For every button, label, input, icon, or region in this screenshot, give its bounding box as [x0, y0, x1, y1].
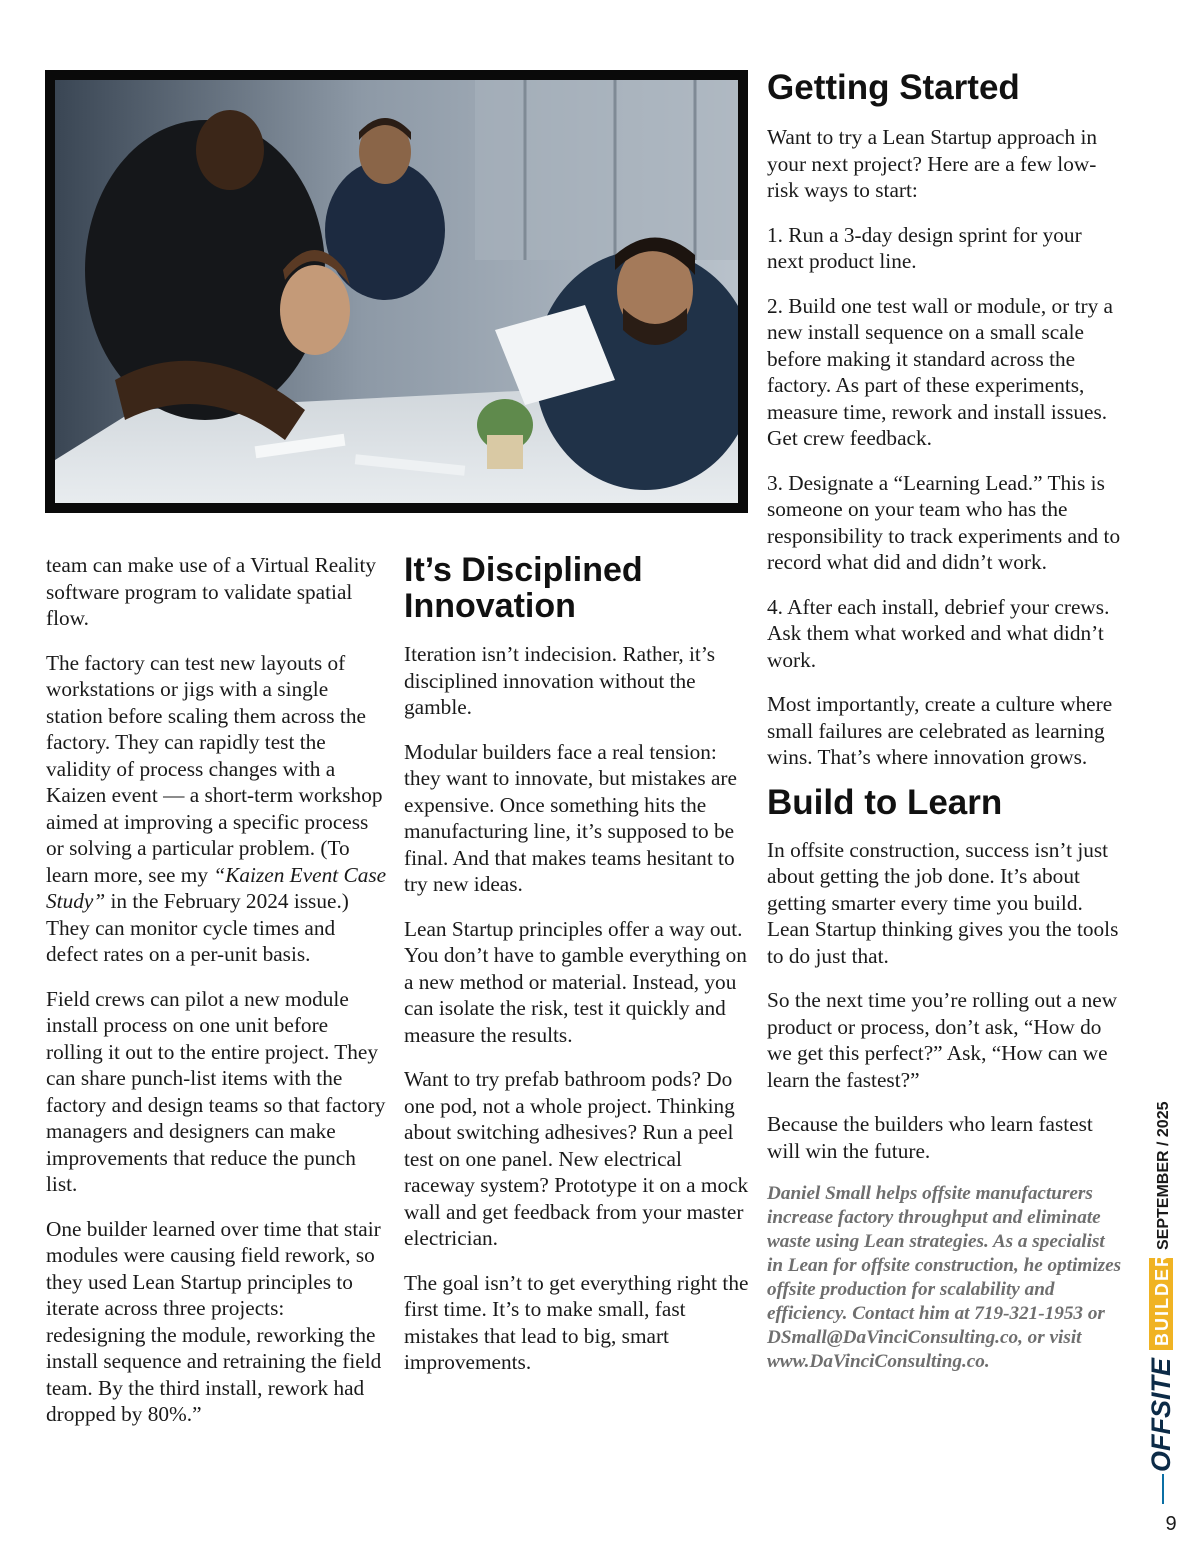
article-photo [45, 70, 748, 513]
list-item: 1. Run a 3-day design sprint for your next product line. [767, 222, 1082, 273]
column-middle [404, 552, 749, 1394]
paragraph: One builder learned over time that stair modules were causing field rework, so they used Lean Startup principles to iterate across three projects: redesigning the module, reworking the install sequence and retraining the field team. By the third install, rework had dropped by 80%.” [46, 1216, 382, 1426]
sidebar-rule [1162, 1474, 1164, 1504]
brand-offsite: OFFSITE [1146, 1358, 1176, 1472]
article-reference: “Kaizen Event Case Study” [46, 862, 387, 913]
column-right [767, 68, 1122, 1392]
brand-builder: BUILDER [1152, 1252, 1172, 1346]
paragraph: Field crews can pilot a new module install process on one unit before rolling it out to the entire project. They can share punch-list items with the factory and design teams so that factory managers and designers can make improvements that reduce the punch list. [46, 986, 386, 1196]
paragraph: In offsite construction, success isn’t just about getting the job done. It’s about getting smarter every time you build. Lean Startup thinking gives you the tools to do just that. [767, 837, 1119, 968]
paragraph: Most importantly, create a culture where small failures are celebrated as learning wins. That’s where innovation grows. [767, 692, 1113, 769]
page-sidebar [1140, 1092, 1190, 1472]
paragraph [46, 650, 388, 968]
section-heading: It’s Disciplined Innovation [404, 551, 643, 625]
paragraph: The goal isn’t to get everything right the first time. It’s to make small, fast mistakes that lead to big, smart improvements. [404, 1270, 749, 1374]
paragraph-text: in the February 2024 issue.) They can monitor cycle times and defect rates on a per-unit basis. [46, 889, 349, 966]
paragraph: So the next time you’re rolling out a new product or process, don’t ask, “How do we get this perfect?” Ask, “How can we learn the fastest?” [767, 988, 1118, 1092]
paragraph: Because the builders who learn fastest will win the future. [767, 1112, 1093, 1163]
paragraph: Want to try a Lean Startup approach in your next project? Here are a few low-risk ways to start: [767, 125, 1098, 202]
paragraph: Iteration isn’t indecision. Rather, it’s disciplined innovation without the gamble. [404, 642, 716, 719]
paragraph: Lean Startup principles offer a way out. You don’t have to gamble everything on a new method or material. Instead, you can isolate the risk, test it quickly and measure the results. [404, 916, 747, 1047]
page-number: 9 [1165, 1513, 1177, 1535]
paragraph-text: The factory can test new layouts of workstations or jigs with a single station before scaling them across the factory. They can rapidly test the validity of process changes with a Kaizen event — a short-term workshop aimed at improving a specific process or solving a particular problem. (To learn more, see my [46, 650, 383, 887]
paragraph: team can make use of a Virtual Reality software program to validate spatial flow. [46, 553, 377, 630]
author-bio: Daniel Small helps offsite manufacturers increase factory throughput and eliminate waste using Lean strategies. As a specialist in Lean for offsite construction, he optimizes offsite production for scalability and efficiency. Contact him at 719-321-1953 or DSmall@DaVinciConsulting.co, or visit www.DaVinciConsulting.co. [767, 1183, 1122, 1372]
list-item: 3. Designate a “Learning Lead.” This is someone on your team who has the responsibility to track experiments and to record what did and didn’t work. [767, 470, 1121, 574]
section-heading: Getting Started [767, 68, 1020, 107]
team-meeting-image [55, 80, 738, 503]
list-item: 4. After each install, debrief your crews. Ask them what worked and what didn’t work. [767, 594, 1110, 672]
paragraph: Modular builders face a real tension: they want to innovate, but mistakes are expensive. Once something hits the manufacturing line, it’s supposed to be final. And that makes teams hesitant to try new ideas. [404, 739, 737, 896]
sidebar-graphic [1140, 1092, 1190, 1472]
section-heading: Build to Learn [767, 782, 1003, 822]
paragraph: Want to try prefab bathroom pods? Do one pod, not a whole project. Thinking about switching adhesives? Run a peel test on one panel. New electrical raceway system? Prototype it on a mock wall and get feedback from your master electrician. [404, 1067, 749, 1250]
issue-date: SEPTEMBER / 2025 [1155, 1101, 1172, 1250]
column-left [46, 552, 388, 1446]
list-item: 2. Build one test wall or module, or try a new install sequence on a small scale before making it standard across the factory. As part of these experiments, measure time, rework and install issues. Get crew feedback. [767, 293, 1114, 450]
